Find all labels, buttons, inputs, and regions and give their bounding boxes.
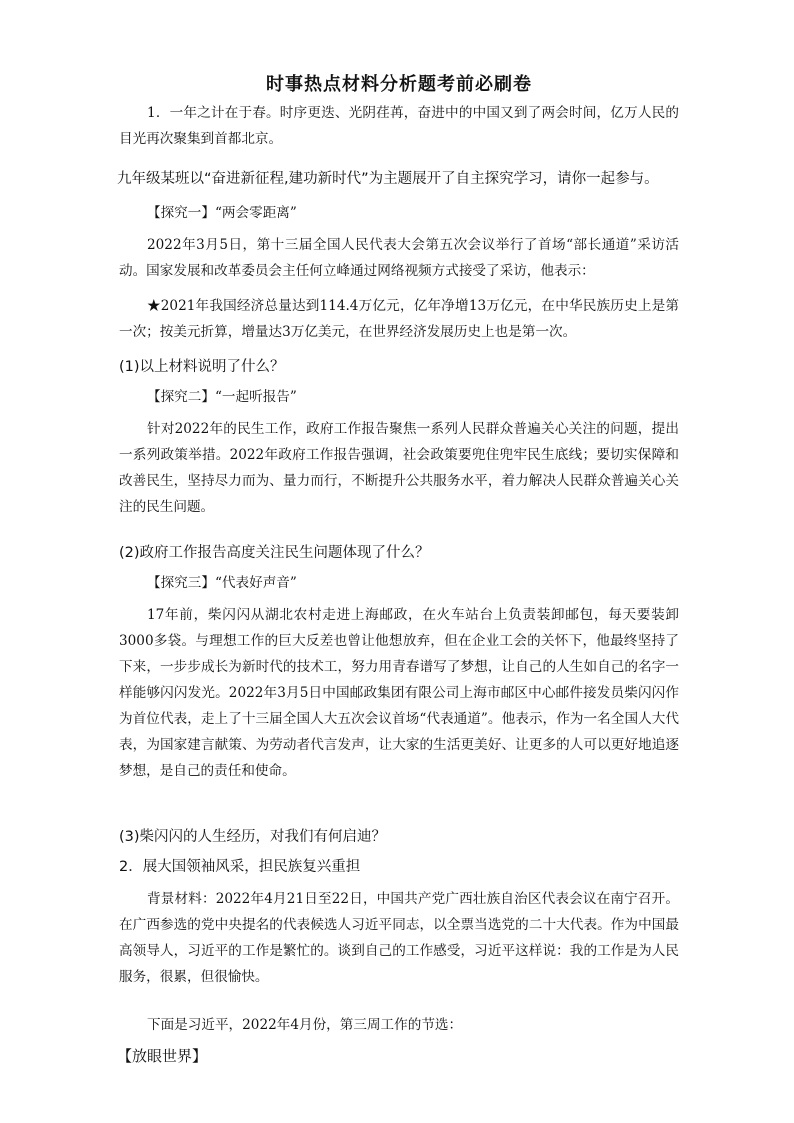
section2-paragraph: 针对2022年的民生工作，政府工作报告聚焦一系列人民群众普遍关心关注的问题，提出一系列政策举措。2022年政府工作报告强调，社会政策要兜住兜牢民生底线；要切实保障和改善民生，坚持尽力而为、量力而行，不断提升公共服务水平，着力解决人民群众普遍关心关注的民生问题。 (119, 421, 679, 515)
document-page (119, 0, 679, 1123)
section1-paragraph-star: ★2021年我国经济总量达到114.4万亿元，亿年净增13万亿元，在中华民族历史上是第一次；按美元折算，增量达3万亿美元，在世界经济发展历史上也是第一次。 (119, 298, 679, 340)
section1-heading: 【探究一】“两会零距离” (147, 205, 297, 221)
section3-heading: 【探究三】“代表好声音” (147, 575, 297, 591)
q1-prompt: 九年级某班以“奋进新征程,建功新时代”为主题展开了自主探究学习，请你一起参与。 (117, 171, 659, 187)
q2-excerpt-intro: 下面是习近平，2022年4月份，第三周工作的节选： (147, 1017, 463, 1033)
q2-background: 背景材料：2022年4月21日至22日，中国共产党广西壮族自治区代表会议在南宁召开。在广西参选的党中央提名的代表候选人习近平同志，以全票当选党的二十大代表。作为中国最高领导人，习近平的工作是繁忙的。谈到自己的工作感受，习近平这样说：我的工作是为人民服务，很累，但很愉快。 (119, 891, 679, 985)
section2-heading: 【探究二】“一起听报告” (147, 389, 297, 405)
section1-paragraph: 2022年3月5日，第十三届全国人民代表大会第五次会议举行了首场“部长通道”采访活动。国家发展和改革委员会主任何立峰通过网络视频方式接受了采访，他表示： (119, 237, 679, 279)
section3-paragraph: 17年前，柴闪闪从湖北农村走进上海邮政，在火车站台上负责装卸邮包，每天要装卸3000多袋。与理想工作的巨大反差也曾让他想放弃，但在企业工会的关怀下，他最终坚持了下来，一步步成长为新时代的技术工，努力用青春谱写了梦想，让自己的人生如自己的名字一样能够闪闪发光。2022年3月5日中国邮政集团有限公司上海市邮区中心邮件接发员柴闪闪作为首位代表，走上了十三届全国人大五次会议首场“代表通道”。他表示，作为一名全国人大代表，为国家建言献策、为劳动者代言发声，让大家的生活更美好、让更多的人可以更好地追逐梦想，是自己的责任和使命。 (119, 607, 679, 779)
question-3: (3)柴闪闪的人生经历，对我们有何启迪？ (119, 829, 387, 845)
q1-intro: 1．一年之计在于春。时序更迭、光阴荏苒，奋进中的中国又到了两会时间，亿万人民的目光再次聚集到首都北京。 (119, 105, 679, 147)
document-title: 时事热点材料分析题考前必刷卷 (266, 74, 532, 95)
q2-title: 2．展大国领袖风采，担民族复兴重担 (119, 859, 361, 875)
question-1: (1)以上材料说明了什么？ (119, 359, 285, 375)
question-2: (2)政府工作报告高度关注民生问题体现了什么？ (119, 545, 430, 561)
q2-subheading: 【放眼世界】 (117, 1047, 208, 1065)
